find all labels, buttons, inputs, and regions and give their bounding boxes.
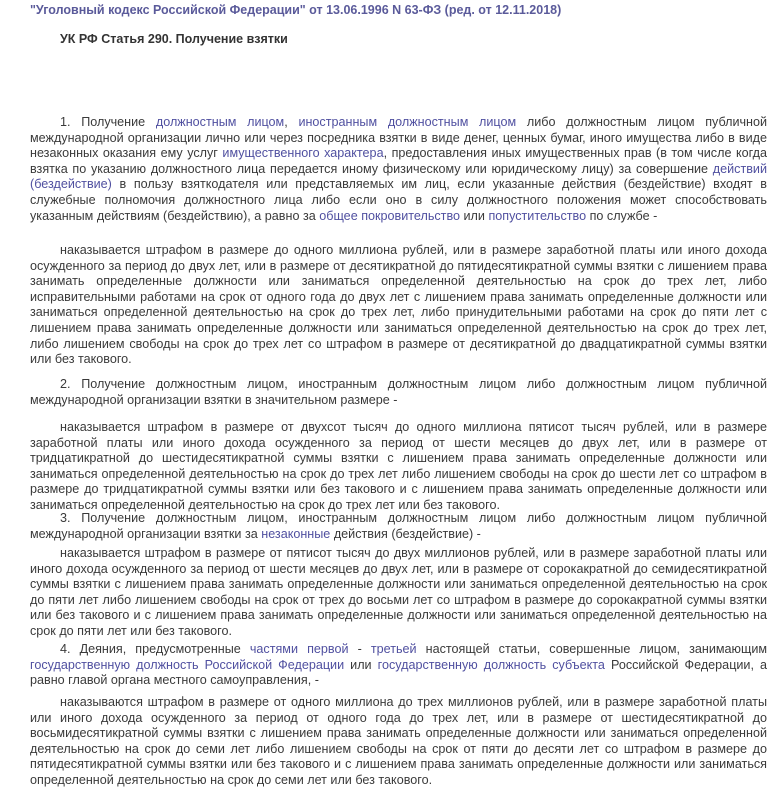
text-segment: Российской Федерации, а равно главой органа местного самоуправления, - (30, 657, 768, 688)
penalty-2-paragraph: наказывается штрафом в размере от двухсот тысяч до одного миллиона пятисот тысяч рублей, или в размере заработной платы или иного дохода осужденного за период от шести месяцев до двух лет, или в размере от тридцатикратной до шестидесятикратной суммы взятки с лишением права занимать определенные должности или заниматься определенной деятельностью на срок до трех лет либо лишением свободы на срок до шести лет со штрафом в размере до тридцатикратной суммы взятки или без такового и с лишением права занимать определенные должности или заниматься определенной деятельностью на срок до трех лет или без такового. (30, 420, 767, 512)
part-1-paragraph (30, 115, 767, 224)
part-3-paragraph (30, 511, 767, 542)
text-segment: по службе - (586, 208, 658, 223)
text-segment: или (344, 657, 378, 672)
document-source-link[interactable]: "Уголовный кодекс Российской Федерации" от 13.06.1996 N 63-ФЗ (ред. от 12.11.2018) (30, 3, 562, 17)
link-property-nature[interactable]: имущественного характера (222, 146, 384, 161)
part-4-paragraph (30, 642, 767, 689)
link-part-three[interactable]: третьей (370, 642, 417, 656)
penalty-1-paragraph: наказывается штрафом в размере до одного миллиона рублей, или в размере заработной платы или иного дохода осужденного за период до двух лет, или в размере от десятикратной до пятидесятикратной суммы взятки с лишением права занимать определенные должности или заниматься определенной деятельностью на срок до трех лет, либо исправительными работами на срок от одного года до двух лет с лишением права занимать определенные должности или заниматься определенной деятельностью на срок до трех лет, либо принудительными работами на срок до пяти лет с лишением права занимать определенные должности или заниматься определенной деятельностью на срок до трех лет, либо лишением свободы на срок до трех лет со штрафом в размере от десятикратной до двадцатикратной суммы взятки или без такового. (30, 243, 767, 367)
text-segment: действия (бездействие) - (330, 526, 481, 541)
text-segment: в пользу взяткодателя или представляемых им лиц, если указанные действия (бездействие) входят в служебные полномочия должностного лица либо если оно в силу должностного положения может способствовать указанным действиям (бездействию), а равно за (30, 177, 767, 223)
text-segment: либо должностным лицом публичной международной организации лично или через посредника взятки в виде денег, ценных бумаг, иного имущества либо в виде незаконных оказания ему услуг (30, 115, 768, 161)
link-part-one[interactable]: частями первой (249, 642, 349, 656)
text-segment: 3. Получение должностным лицом, иностранным должностным лицом либо должностным лицом публичной международной организации взятки за (30, 511, 767, 541)
link-illegal[interactable]: незаконные (261, 526, 331, 541)
penalty-4-paragraph: наказываются штрафом в размере от одного миллиона до трех миллионов рублей, или в размере заработной платы или иного дохода осужденного за период от одного года до трех лет, или в размере от шестидесятикратной до восьмидесятикратной суммы взятки с лишением права занимать определенные должности или заниматься определенной деятельностью на срок до семи лет либо лишением свободы на срок от пяти до десяти лет со штрафом в размере до пятидесятикратной суммы взятки или без такового и с лишением права занимать определенные должности или заниматься определенной деятельностью на срок до семи лет или без такового. (30, 695, 767, 787)
document-source-title[interactable] (30, 3, 561, 17)
text-segment: , (284, 115, 299, 129)
text-segment: настоящей статьи, совершенные лицом, занимающим (416, 642, 768, 656)
link-connivance[interactable]: попустительство (488, 208, 587, 223)
text-segment: или (460, 208, 489, 223)
link-actions-inaction[interactable]: действий (бездействие) (30, 161, 767, 192)
link-foreign-official[interactable]: иностранным должностным лицом (298, 115, 517, 129)
text-segment: 1. Получение (60, 115, 156, 129)
penalty-3-paragraph: наказывается штрафом в размере от пятисот тысяч до двух миллионов рублей, или в размере заработной платы или иного дохода осужденного за период от шести месяцев до двух лет, или в размере от сорокакратной до семидесятикратной суммы взятки с лишением права занимать определенные должности или заниматься определенной деятельностью на срок до пяти лет либо лишением свободы на срок от трех до восьми лет со штрафом в размере до сорокакратной суммы взятки или без такового и с лишением права занимать определенные должности или заниматься определенной деятельностью на срок до пяти лет или без такового. (30, 546, 767, 638)
link-general-patronage[interactable]: общее покровительство (319, 208, 461, 223)
text-segment: , предоставления иных имущественных прав (в том числе когда взятка по указанию должностного лица передается иному физическому или юридическому лицу) за совершение (30, 146, 767, 176)
link-state-position-subject[interactable]: государственную должность субъекта (377, 657, 605, 672)
part-2-paragraph: 2. Получение должностным лицом, иностранным должностным лицом либо должностным лицом публичной международной организации взятки в значительном размере - (30, 377, 767, 407)
link-state-position-rf[interactable]: государственную должность Российской Федерации (30, 657, 345, 672)
text-segment: 4. Деяния, предусмотренные (60, 642, 250, 656)
article-title: УК РФ Статья 290. Получение взятки (60, 32, 288, 46)
link-official[interactable]: должностным лицом (155, 115, 285, 129)
text-segment: - (348, 642, 371, 656)
